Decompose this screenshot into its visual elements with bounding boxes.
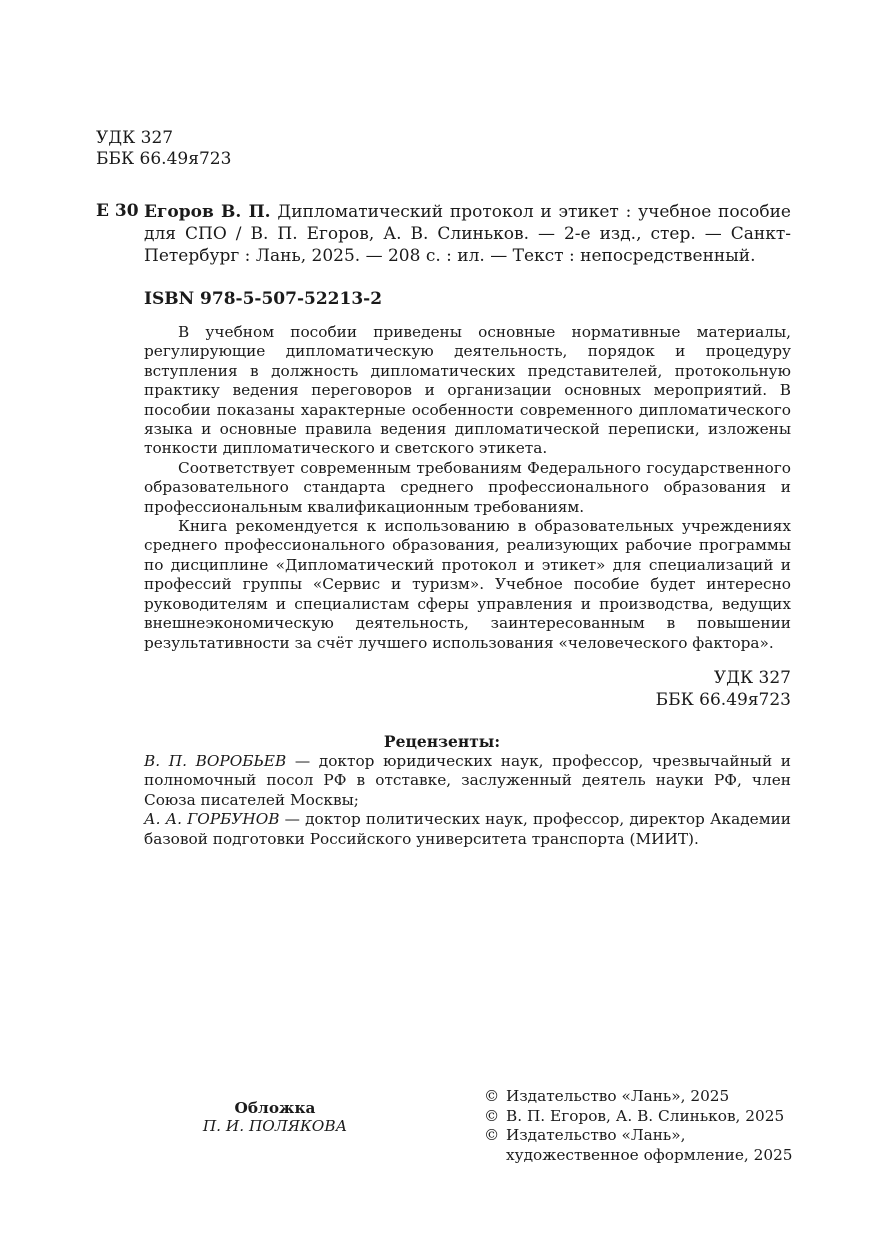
bibliographic-description: Дипломатический протокол и этикет : учебное пособие для СПО / В. П. Егоров, А. В. Слиньков. — 2-е изд., стер. — Санкт-Петербург : Лань, 2025. — 208 с. : ил. — Текст : непосредственный.	[144, 202, 791, 266]
reviewers-list	[144, 752, 791, 849]
copyright-text: В. П. Егоров, А. В. Слиньков, 2025	[506, 1106, 785, 1125]
reviewer-entry	[144, 752, 791, 810]
copyright-line	[484, 1107, 793, 1127]
copyright-icon: ©	[484, 1126, 500, 1144]
reviewer-credentials: — доктор юридических наук, профессор, чрезвычайный и полномочный посол РФ в отставке, заслуженный деятель науки РФ, член Союза писателей Москвы;	[144, 752, 791, 809]
reviewer-entry	[144, 810, 791, 849]
copyright-block	[484, 1087, 793, 1165]
copyright-text-part: художественное оформление, 2025	[506, 1145, 793, 1164]
author-mark: Е 30	[96, 201, 139, 221]
udk-block-top	[96, 128, 231, 170]
bibliographic-record	[144, 201, 791, 267]
bbk-code: ББК 66.49я723	[96, 149, 232, 169]
reviewer-name: В. П. ВОРОБЬЕВ	[144, 752, 287, 770]
author-name: Егоров В. П.	[144, 202, 271, 222]
udk-code: УДК 327	[713, 668, 791, 688]
copyright-line	[484, 1087, 793, 1107]
annotation-paragraph: Соответствует современным требованиям Федерального государственного образовательного стандарта среднего профессионального образования и профессиональным квалификационным требованиям.	[144, 458, 791, 516]
copyright-line	[484, 1126, 793, 1165]
annotation	[144, 323, 791, 653]
copyright-icon: ©	[484, 1106, 500, 1125]
cover-designer: П. И. ПОЛЯКОВА	[202, 1117, 348, 1135]
copyright-text: Издательство «Лань», 2025	[506, 1087, 730, 1105]
copyright-icon: ©	[484, 1087, 500, 1105]
isbn: ISBN 978-5-507-52213-2	[144, 289, 383, 309]
annotation-paragraph: Книга рекомендуется к использованию в образовательных учреждениях среднего профессионального образования, реализующих рабочие программы по дисциплине «Дипломатический протокол и этикет» для специализаций и профессий группы «Сервис и туризм». Учебное пособие будет интересно руководителям и специалистам сферы управления и производства, ведущих внешнеэкономическую деятельность, заинтересованным в повышении результативности за счёт лучшего использования «человеческого фактора».	[144, 517, 791, 652]
udk-block-right	[656, 667, 791, 711]
annotation-paragraph: В учебном пособии приведены основные нормативные материалы, регулирующие дипломатическую деятельность, порядок и процедуру вступления в должность дипломатических представителей, протокольную практику ведения переговоров и организации основных мероприятий. В пособии показаны характерные особенности современного дипломатического языка и основные правила ведения дипломатической переписки, изложены тонкости дипломатического и светского этикета.	[144, 323, 791, 458]
reviewer-credentials: — доктор политических наук, профессор, директор Академии базовой подготовки Российского университета транспорта (МИИТ).	[144, 810, 791, 848]
copyright-text	[506, 1126, 793, 1165]
copyright-text-part: Издательство «Лань»,	[506, 1126, 686, 1144]
reviewer-name: А. А. ГОРБУНОВ	[144, 810, 280, 829]
bbk-code: ББК 66.49я723	[655, 690, 791, 710]
cover-credit	[150, 1099, 400, 1135]
reviewers-heading: Рецензенты:	[383, 732, 501, 751]
cover-title: Обложка	[234, 1099, 316, 1117]
udk-code: УДК 327	[96, 128, 174, 148]
